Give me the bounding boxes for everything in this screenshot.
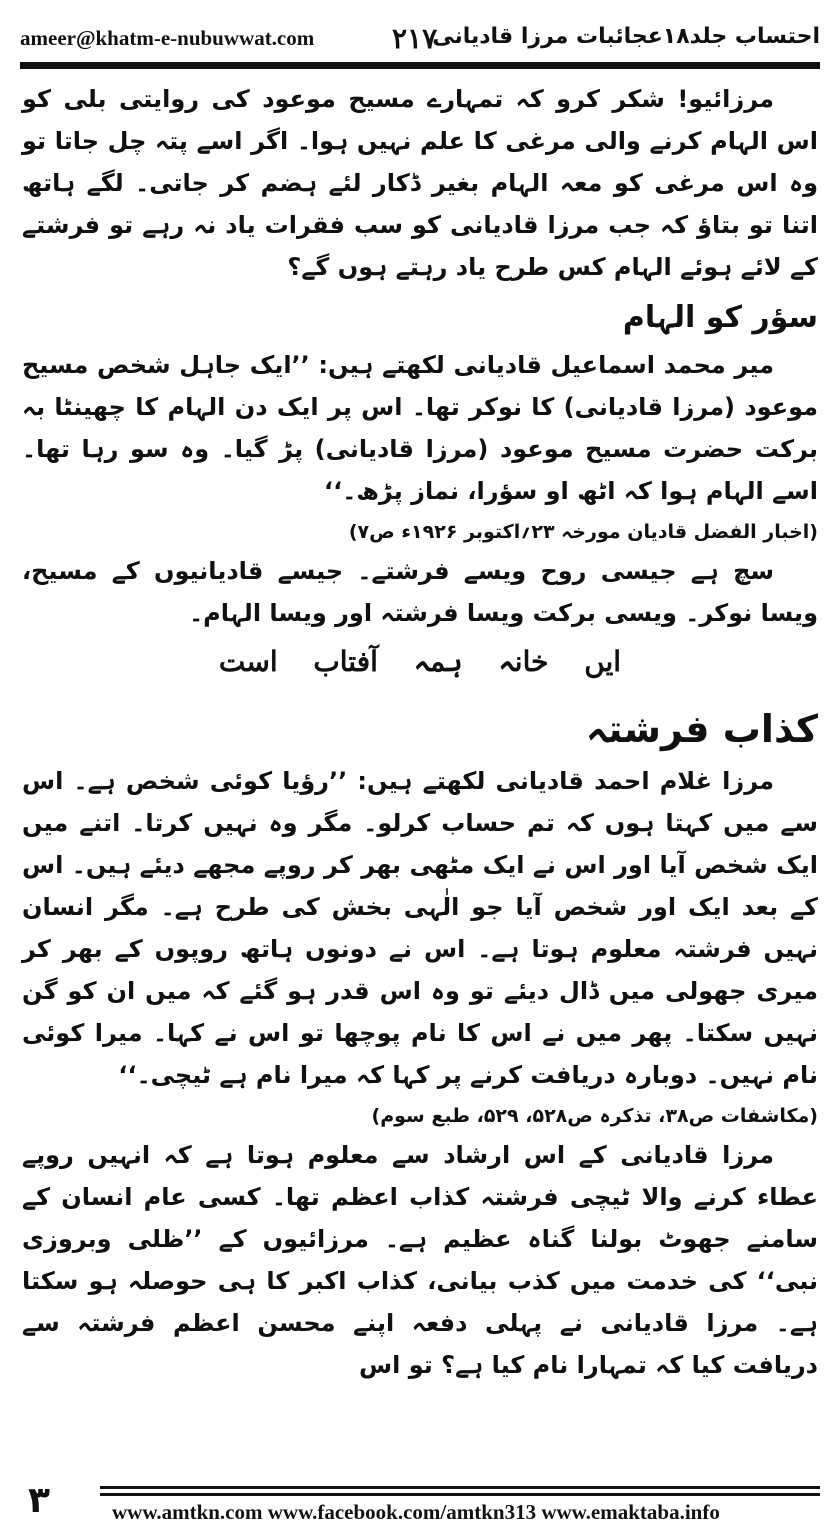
section-heading-2: کذاب فرشتہ [585, 707, 818, 751]
section-heading-1: سؤر کو الہام [622, 300, 818, 335]
commentary-paragraph-2: مرزا قادیانی کے اس ارشاد سے معلوم ہوتا ہے کہ انہیں روپے عطاء کرنے والا ٹیچی فرشتہ کذاب اعظم تھا۔ کسی عام انسان کے سامنے جھوٹ بولنا گناہ عظیم ہے۔ مرزائیوں کے ’’ظلی وبروزی نبی‘‘ کی خدمت میں کذب بیانی، کذاب اکبر کا ہی حوصلہ ہو سکتا ہے۔ مرزا قادیانی نے پہلی دفعہ اپنے محسن اعظم فرشتہ سے دریافت کیا کہ تمہارا نام کیا ہے؟ تو اس [22, 1141, 818, 1379]
reference-1: (اخبار الفضل قادیان مورخہ ۲۳؍اکتوبر ۱۹۲۶ء ص۷) [348, 521, 818, 543]
header-title: احتساب جلد۱۸عجائبات مرزا قادیانی [432, 24, 820, 49]
commentary-paragraph-1: سچ ہے جیسی روح ویسے فرشتے۔ جیسے قادیانیوں کے مسیح، ویسا نوکر۔ ویسی برکت ویسا فرشتہ اور ویسا الہام۔ [22, 557, 818, 627]
header-email: ameer@khatm-e-nubuwwat.com [20, 26, 315, 50]
header-rule [20, 62, 820, 69]
header-page-number: ۲۱۷ [392, 22, 438, 55]
footer-urls: www.amtkn.com www.facebook.com/amtkn313 www.emaktaba.info [112, 1500, 720, 1524]
persian-verse: ایں خانہ ہمہ آفتاب است [218, 645, 622, 678]
footer-page-marker: ۳ [28, 1480, 50, 1521]
intro-paragraph: مرزائیو! شکر کرو کہ تمہارے مسیح موعود کی روایتی بلی کو اس الہام کرنے والی مرغی کا علم نہیں ہوا۔ اگر اسے پتہ چل جاتا تو وہ اس مرغی کو معہ الہام بغیر ڈکار لئے ہضم کر جاتی۔ لگے ہاتھ اتنا تو بتاؤ کہ جب مرزا قادیانی کو سب فقرات یاد نہ رہے تو فرشتے کے لائے ہوئے الہام کس طرح یاد رہتے ہوں گے؟ [22, 85, 818, 281]
page-body [22, 78, 818, 1386]
quote-paragraph-2: مرزا غلام احمد قادیانی لکھتے ہیں: ’’رؤیا کوئی شخص ہے۔ اس سے میں کہتا ہوں کہ تم حساب کرلو۔ مگر وہ نہیں کرتا۔ اتنے میں ایک شخص آیا اور اس نے ایک مٹھی بھر کر روپے مجھے دیئے ہیں۔ اس کے بعد ایک اور شخص آیا جو الٰہی بخش کی طرح ہے۔ مگر انسان نہیں فرشتہ معلوم ہوتا ہے۔ اس نے دونوں ہاتھ روپوں کے بھر کر میری جھولی میں ڈال دیئے تو وہ اس قدر ہو گئے کہ میں ان کو گن نہیں سکتا۔ پھر میں نے اس کا نام پوچھا تو اس نے کہا۔ میرا کوئی نام نہیں۔ دوبارہ دریافت کرنے پر کہا کہ میرا نام ہے ٹیچی۔‘‘ [22, 767, 818, 1089]
footer-rule-top [100, 1486, 820, 1489]
page-header [20, 20, 820, 60]
quote-paragraph-1: میر محمد اسماعیل قادیانی لکھتے ہیں: ’’ایک جاہل شخص مسیح موعود (مرزا قادیانی) کا نوکر تھا۔ اس پر ایک دن الہام کا چھینٹا بہ برکت حضرت مسیح موعود (مرزا قادیانی) پڑ گیا۔ وہ سو رہا تھا۔ اسے الہام ہوا کہ اٹھ او سؤرا، نماز پڑھ۔‘‘ [22, 351, 818, 505]
page-footer [20, 1480, 820, 1526]
footer-rule-bottom [100, 1493, 820, 1496]
reference-2: (مکاشفات ص۳۸، تذکرہ ص۵۲۸، ۵۲۹، طبع سوم) [371, 1105, 818, 1127]
